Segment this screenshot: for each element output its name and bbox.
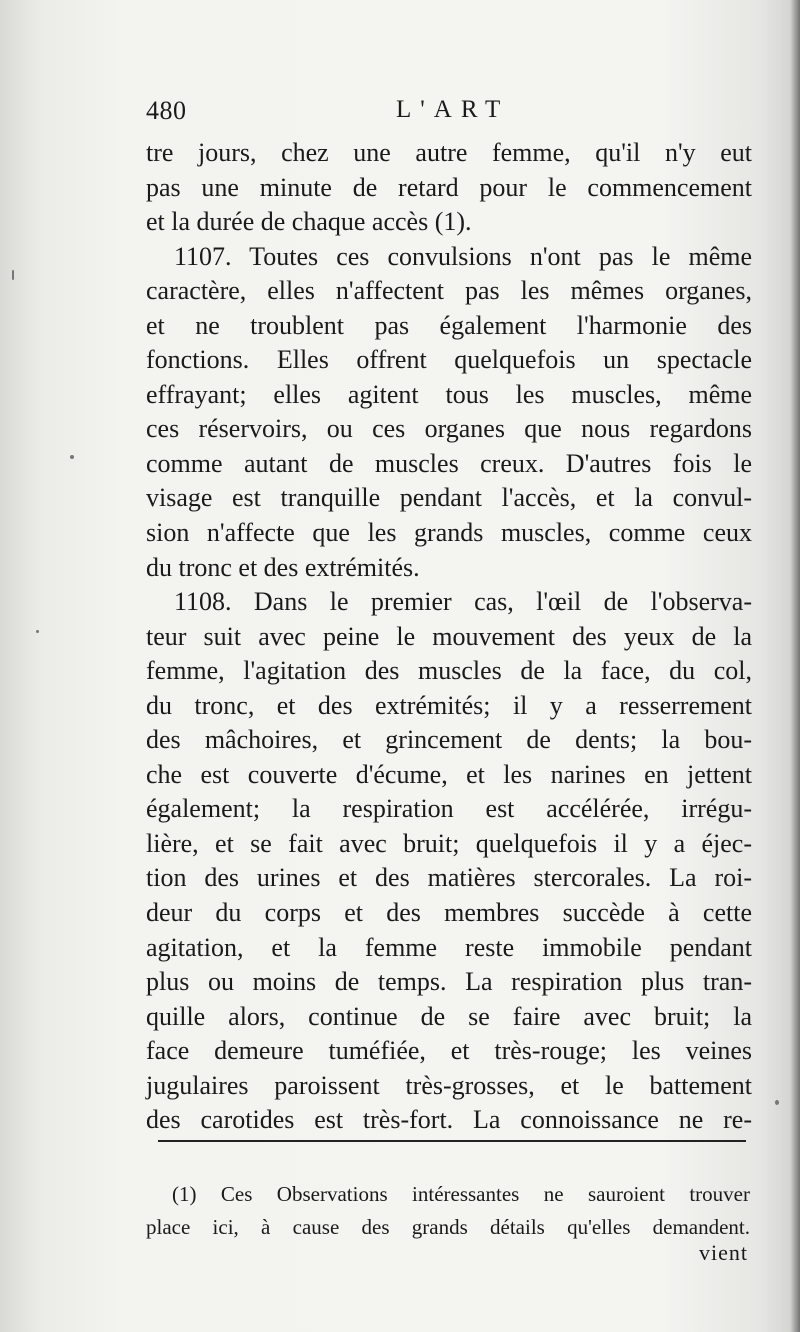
page-header <box>146 96 746 130</box>
running-head: L'ART <box>396 96 510 123</box>
text-line: caractère, elles n'affectent pas les mêmes organes, <box>146 276 752 306</box>
text-line: lière, et se fait avec bruit; quelquefois il y a éjec- <box>146 828 752 858</box>
footnote-rule <box>158 1140 746 1142</box>
text-line: comme autant de muscles creux. D'autres fois le <box>146 448 752 478</box>
text-line: du tronc, et des extrémités; il y a resserrement <box>146 690 752 720</box>
text-line: et la durée de chaque accès (1). <box>146 207 472 237</box>
text-line: deur du corps et des membres succède à cette <box>146 898 752 928</box>
text-line: face demeure tuméfiée, et très-rouge; les veines <box>146 1036 752 1066</box>
text-line: et ne troublent pas également l'harmonie des <box>146 310 752 340</box>
text-line: che est couverte d'écume, et les narines en jettent <box>146 759 752 789</box>
text-line: plus ou moins de temps. La respiration plus tran- <box>146 967 752 997</box>
text-line: du tronc et des extrémités. <box>146 552 420 582</box>
text-line: effrayant; elles agitent tous les muscles, même <box>146 379 752 409</box>
text-line: agitation, et la femme reste immobile pendant <box>146 932 752 962</box>
paper-speck <box>12 270 14 280</box>
body-text <box>146 136 752 1138</box>
text-line: 1108. Dans le premier cas, l'œil de l'observa- <box>174 587 752 617</box>
text-line: visage est tranquille pendant l'accès, et la convul- <box>146 483 752 513</box>
text-line: tre jours, chez une autre femme, qu'il n'y eut <box>146 138 752 167</box>
paper-speck <box>70 455 74 459</box>
catchword: vient <box>699 1240 748 1265</box>
footnote-line: (1) Ces Observations intéressantes ne sauroient trouver <box>172 1182 750 1206</box>
footnote <box>146 1178 750 1244</box>
text-line: jugulaires paroissent très-grosses, et le battement <box>146 1070 752 1100</box>
text-line: femme, l'agitation des muscles de la face, du col, <box>146 656 752 686</box>
text-line: quille alors, continue de se faire avec bruit; la <box>146 1001 752 1031</box>
text-line: ces réservoirs, ou ces organes que nous regardons <box>146 414 752 444</box>
text-line: teur suit avec peine le mouvement des yeux de la <box>146 621 752 651</box>
paper-speck <box>36 630 39 633</box>
text-line: tion des urines et des matières stercorales. La roi- <box>146 863 752 893</box>
text-line: des carotides est très-fort. La connoissance ne re- <box>146 1105 752 1135</box>
page-edge-shadow <box>790 0 800 1332</box>
text-line: sion n'affecte que les grands muscles, comme ceux <box>146 518 752 548</box>
text-line: également; la respiration est accélérée, irrégu- <box>146 794 752 824</box>
text-line: des mâchoires, et grincement de dents; la bou- <box>146 725 752 755</box>
text-line: pas une minute de retard pour le commencement <box>146 172 752 202</box>
text-line: 1107. Toutes ces convulsions n'ont pas le même <box>174 241 752 271</box>
paper-speck <box>775 1100 779 1105</box>
footnote-line: place ici, à cause des grands détails qu'elles demandent. <box>146 1215 750 1239</box>
text-line: fonctions. Elles offrent quelquefois un spectacle <box>146 345 752 375</box>
page-number: 480 <box>146 96 187 125</box>
